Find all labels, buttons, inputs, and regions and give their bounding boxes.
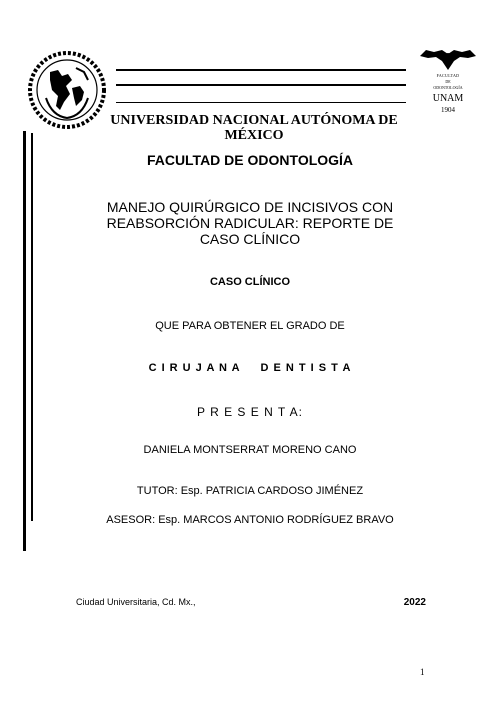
logo-unam: UNAM	[432, 93, 464, 104]
page-number: 1	[420, 667, 425, 677]
eagle-icon	[416, 48, 480, 74]
place: Ciudad Universitaria, Cd. Mx.,	[76, 597, 196, 607]
logo-founded: 1904	[441, 106, 455, 114]
faculty-name: FACULTAD DE ODONTOLOGÍA	[146, 152, 354, 168]
degree: C I R U J A N A D E N T I S T A	[148, 362, 352, 374]
top-rule-1	[116, 69, 406, 71]
tutor: TUTOR: Esp. PATRICIA CARDOSO JIMÉNEZ	[136, 485, 364, 497]
unam-seal-logo	[28, 50, 106, 130]
facultad-odontologia-logo	[416, 48, 480, 120]
top-rule-3	[116, 102, 406, 103]
top-rule-2	[116, 84, 406, 86]
thesis-title: MANEJO QUIRÚRGICO DE INCISIVOS CON REABSORCIÓN RADICULAR: REPORTE DE CASO CLÍNICO	[106, 199, 394, 247]
logo-line-facultad: FACULTAD	[436, 73, 460, 78]
purpose-text: QUE PARA OBTENER EL GRADO DE	[155, 320, 345, 332]
year: 2022	[403, 597, 426, 608]
author-name: DANIELA MONTSERRAT MORENO CANO	[143, 444, 357, 456]
advisor: ASESOR: Esp. MARCOS ANTONIO RODRÍGUEZ BRAVO	[106, 514, 394, 526]
logo-line-de: DE	[445, 79, 451, 84]
university-name: UNIVERSIDAD NACIONAL AUTÓNOMA DE MÉXICO	[110, 113, 398, 143]
modality: CASO CLÍNICO	[209, 276, 291, 288]
logo-line-odontologia: ODONTOLOGÍA	[433, 85, 463, 90]
presents: P R E S E N T A:	[196, 405, 304, 419]
